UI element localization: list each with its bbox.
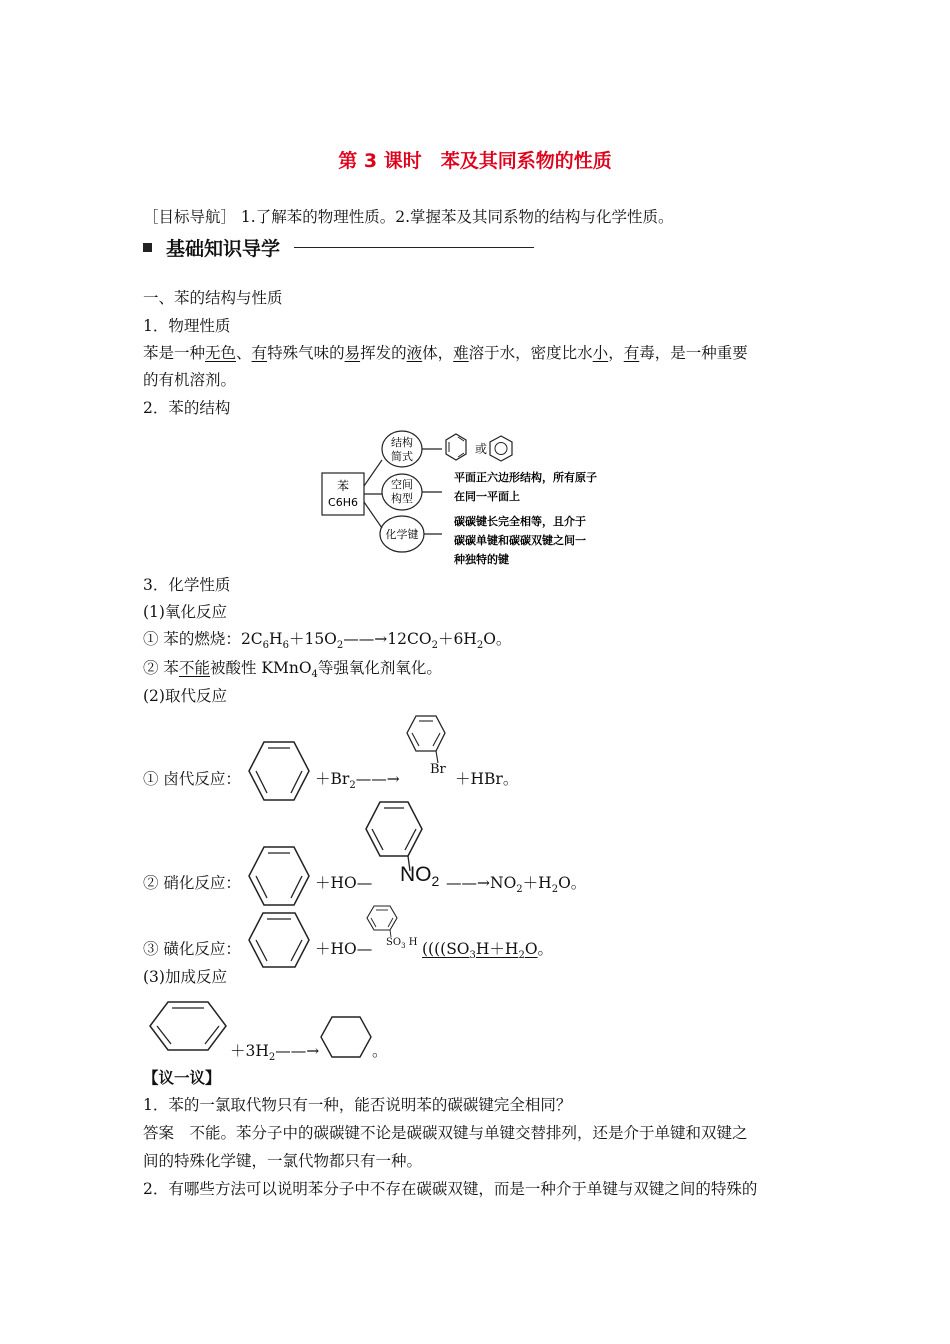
text: 12CO: [387, 630, 432, 648]
text: O: [524, 940, 538, 958]
question-1: 1．苯的一氯取代物只有一种，能否说明苯的碳碳键完全相同？: [143, 1096, 572, 1114]
sulfonation-product-formula: [422, 940, 538, 962]
nitro-group-label: [400, 863, 439, 889]
text: ＋6H: [437, 630, 477, 648]
center-label: 苯: [336, 479, 350, 493]
node1-label: 结构: [391, 436, 413, 449]
text: ① 苯的燃烧：: [143, 630, 241, 648]
subscript: 4: [311, 669, 318, 681]
section-header-label: 基础知识导学: [166, 238, 281, 260]
text: 毒，是一种重要: [639, 344, 748, 362]
bond-desc: 种独特的键: [454, 553, 509, 566]
text: 。: [537, 940, 554, 958]
addition-end: 。: [372, 1042, 388, 1060]
reaction-arrow: ——→: [355, 770, 400, 788]
benzene-ring-icon: [244, 908, 314, 972]
bromine-label: Br: [430, 762, 446, 777]
physical-line-1: [143, 342, 748, 364]
text: ＋H: [522, 874, 552, 892]
text: 苯是一种: [143, 344, 206, 362]
physical-line-2: 的有机溶剂。: [143, 371, 237, 389]
aromatic-benzene-icon: [490, 436, 512, 461]
subscript: 2: [551, 884, 559, 896]
nitration-product: [446, 872, 586, 901]
text: ，: [608, 344, 624, 362]
question-2: 2．有哪些方法可以说明苯分子中不存在碳碳双键，而是一种介于单键与双键之间的特殊的: [143, 1180, 758, 1198]
text: ((((SO: [422, 940, 470, 958]
subscript: 6: [282, 640, 289, 652]
text: 溶于水，密度比水: [468, 344, 593, 362]
sulfonation-reagent: ＋HO—: [315, 940, 373, 958]
physical-heading: 1．物理性质: [143, 317, 231, 335]
blank-answer: 无色: [205, 344, 237, 362]
part1-title: 一、苯的结构与性质: [143, 289, 283, 307]
text: 特殊气味的: [267, 344, 345, 362]
sulfonation-product: [422, 938, 553, 967]
sulfonic-group-label: [386, 937, 417, 950]
text: H: [269, 630, 283, 648]
chemical-heading: 3．化学性质: [143, 576, 231, 594]
text: NO: [490, 874, 517, 892]
nitration-reagent: ＋HO—: [315, 874, 373, 892]
benzene-structure-diagram: [318, 424, 638, 574]
answer-1-line-1: 答案 不能。苯分子中的碳碳键不论是碳碳双键与单键交替排列，还是介于单键和双键之: [143, 1124, 748, 1142]
bond-desc: 碳碳单键和碳碳双键之间一: [454, 534, 586, 547]
blank-answer: 难: [453, 344, 469, 362]
addition-heading: (3)加成反应: [143, 968, 227, 986]
branch-arrows: [364, 460, 382, 528]
subscript: 2: [349, 780, 356, 792]
subscript: 2: [516, 884, 523, 896]
formula-label: C6H6: [328, 496, 358, 509]
blank-answer: 有: [251, 344, 268, 362]
text: 2C: [240, 630, 263, 648]
square-bullet-icon: [143, 243, 152, 252]
section-header: [143, 234, 534, 261]
text: H: [405, 937, 418, 948]
text: SO: [386, 937, 402, 948]
benzene-ring-icon: [146, 998, 230, 1054]
kmno4-line: [143, 657, 442, 686]
objectives: ［目标导航］ 1.了解苯的物理性质。2.掌握苯及其同系物的结构与化学性质。: [143, 208, 674, 226]
page-title: 第 3 课时 苯及其同系物的性质: [338, 150, 612, 172]
subscript: 2: [431, 873, 440, 890]
benzene-ring-icon: [244, 736, 314, 806]
oxidation-heading: (1)氧化反应: [143, 603, 227, 621]
substitution-heading: (2)取代反应: [143, 687, 227, 705]
node-arrows: [422, 449, 442, 534]
reaction-arrow: ——→: [343, 630, 388, 648]
text: 、: [236, 344, 252, 362]
blank-answer: 小: [592, 344, 609, 362]
blank-answer: 有: [623, 344, 640, 362]
halogenation-reagent: [315, 768, 400, 797]
blank-answer: 不能: [178, 659, 210, 677]
text: H＋H: [475, 940, 519, 958]
halogenation-product: ＋HBr。: [455, 770, 519, 788]
blank-answer: 易: [344, 344, 361, 362]
subscript: 3: [401, 942, 406, 950]
shape-desc: 平面正六边形结构，所有原子: [454, 471, 597, 484]
subscript: 6: [262, 640, 270, 652]
aromatic-ring-circle: [495, 443, 507, 455]
text: ＋15O: [288, 630, 337, 648]
discuss-heading: 【议一议】: [143, 1069, 221, 1087]
text: O。: [558, 874, 587, 892]
subscript: 2: [476, 640, 484, 652]
benzenesulfonic-ring-icon: [364, 903, 404, 939]
subscript: 2: [268, 1052, 276, 1064]
combustion-equation: [143, 628, 511, 657]
structure-heading: 2．苯的结构: [143, 399, 231, 417]
section-divider: [294, 247, 534, 248]
text: ② 苯: [143, 659, 179, 677]
reaction-arrow: ——→: [446, 874, 490, 892]
nitration-label: ② 硝化反应：: [143, 874, 241, 892]
sulfonation-label: ③ 磺化反应：: [143, 940, 241, 958]
reaction-arrow: ——→: [275, 1042, 320, 1060]
node1-label: 简式: [391, 450, 413, 463]
text: 被酸性 KMnO: [209, 659, 312, 677]
text: ＋Br: [315, 770, 350, 788]
cyclohexane-icon: [318, 1014, 374, 1060]
node3-label: 化学键: [385, 528, 419, 541]
halogenation-label: ① 卤代反应：: [143, 770, 241, 788]
text: 等强氧化剂氧化。: [317, 659, 442, 677]
subscript: 3: [469, 950, 476, 962]
bond-desc: 碳碳键长完全相等，且介于: [454, 515, 586, 528]
blank-answer: 液: [406, 344, 423, 362]
text: O。: [483, 630, 512, 648]
text: 体，: [422, 344, 454, 362]
benzene-ring-icon: [244, 841, 314, 911]
text: NO: [400, 863, 432, 886]
subscript: 2: [518, 950, 525, 962]
subscript: 2: [431, 640, 438, 652]
subscript: 2: [336, 640, 344, 652]
node2-label: 构型: [391, 492, 413, 505]
answer-1-line-2: 间的特殊化学键，一氯代物都只有一种。: [143, 1152, 423, 1170]
node2-label: 空间: [391, 478, 413, 491]
text: ＋3H: [230, 1042, 269, 1060]
text: 挥发的: [360, 344, 407, 362]
shape-desc: 在同一平面上: [454, 490, 520, 503]
or-label: 或: [475, 442, 488, 456]
addition-reagent: [230, 1040, 319, 1069]
